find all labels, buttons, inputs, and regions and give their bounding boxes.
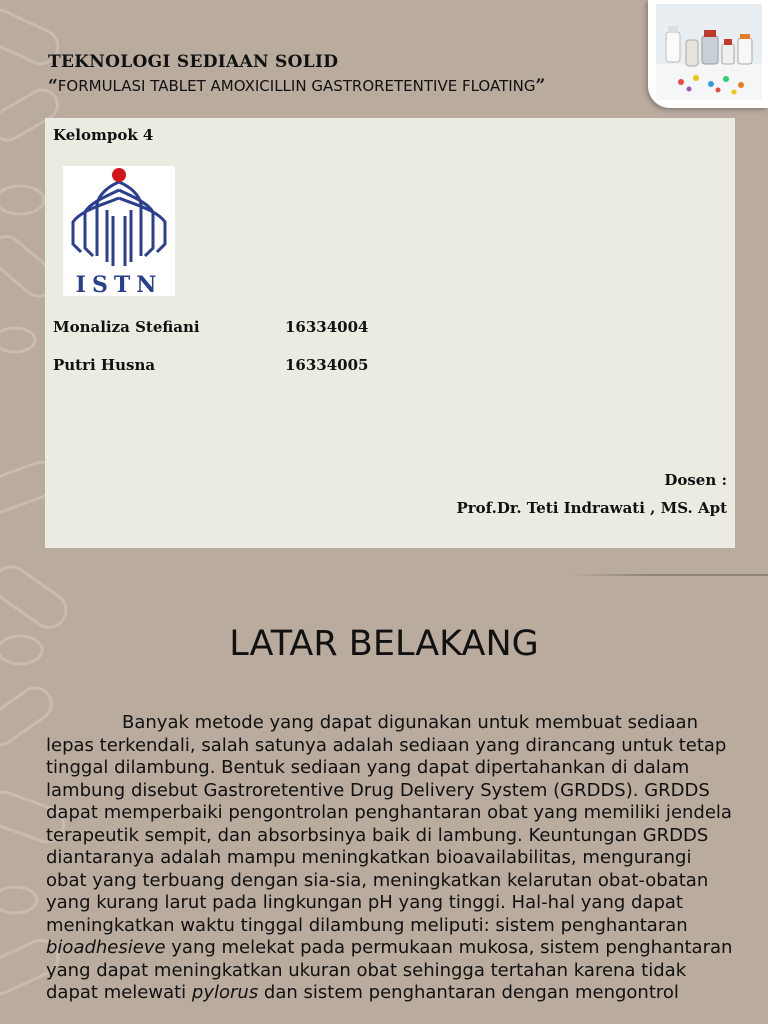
istn-logo-icon [63,166,175,296]
member-nim: 16334004 [285,318,369,336]
medicine-photo [648,0,768,108]
subtitle-text: FORMULASI TABLET AMOXICILLIN GASTRORETENTIVE FLOATING [57,77,536,95]
presentation-subtitle [48,74,648,98]
istn-logo [63,166,175,296]
cover-panel [45,118,735,548]
group-label: Kelompok 4 [53,126,154,144]
medicine-bottles-image [656,4,762,100]
section-heading: LATAR BELAKANG [229,624,539,664]
lecturer-label: Dosen : [664,471,727,489]
paragraph-text-2: yang melekat pada permukaan mukosa, sistem penghantaran yang dapat meningkatkan ukuran obat sehingga tertahan karena tidak dapat melewati [46,937,733,1003]
member-nim: 16334005 [285,356,369,374]
member-name: Putri Husna [53,356,156,374]
member-name: Monaliza Stefiani [53,318,200,336]
close-quote: ” [535,76,546,96]
background-paragraph [46,712,736,1005]
logo-text: ISTN [75,272,163,296]
member-row [53,318,369,336]
section-divider [568,574,768,576]
paragraph-text-1: Banyak metode yang dapat digunakan untuk membuat sediaan lepas terkendali, salah satunya adalah sediaan yang dirancang untuk tetap tinggal dilambung. Bentuk sediaan yang dapat dipertahankan di dalam lambung disebut Gastroretentive Drug Delivery System (GRDDS). GRDDS dapat memperbaiki pengontrolan penghantaran obat yang memiliki jendela terapeutik sempit, dan absorbsinya baik di lambung. Keuntungan GRDDS diantaranya adalah mampu meningkatkan bioavailabilitas, mengurangi obat yang terbuang dengan sia-sia, meningkatkan kelarutan obat-obatan yang kurang larut pada lingkungan pH yang tinggi. Hal-hal yang dapat meningkatkan waktu tinggal dilambung meliputi: sistem penghantaran [46,712,732,936]
course-title: TEKNOLOGI SEDIAAN SOLID [48,52,339,72]
member-row [53,356,369,374]
paragraph-term-pylorus: pylorus [191,982,259,1003]
open-quote: “ [48,76,58,96]
lecturer-name: Prof.Dr. Teti Indrawati , MS. Apt [456,499,727,517]
paragraph-text-3: dan sistem penghantaran dengan mengontrol [258,982,679,1003]
slide-header [48,50,648,98]
paragraph-term-bioadhesive: bioadhesieve [46,937,166,958]
